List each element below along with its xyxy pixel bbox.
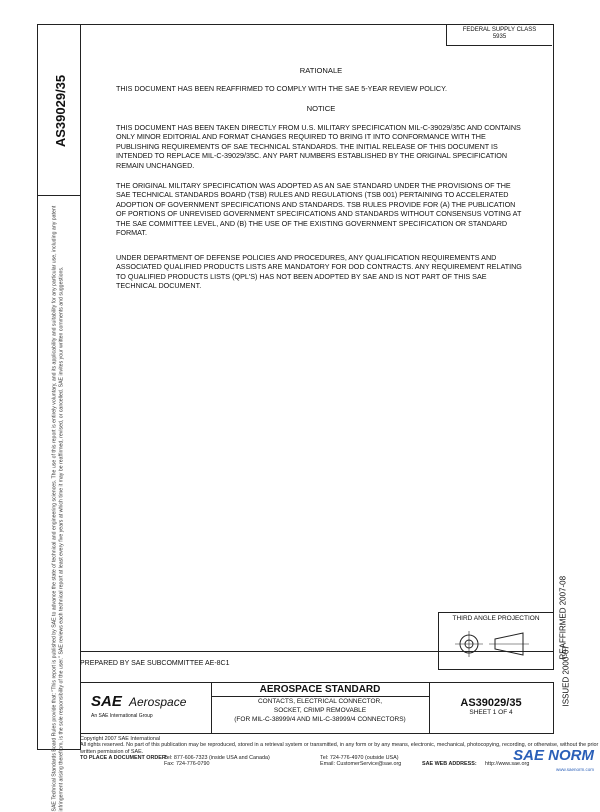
reaffirmed-date: REAFFIRMED 2007-08	[558, 575, 568, 660]
sheet-number: SHEET 1 OF 4	[469, 709, 513, 716]
title-doc-number: AS39029/35	[460, 697, 522, 709]
description-line-3: (FOR MIL-C-38999/4 AND MIL-C-38999/4 CONNECTORS)	[234, 716, 406, 723]
logo-subtitle: An SAE International Group	[91, 713, 153, 719]
notice-text-2: THE ORIGINAL MILITARY SPECIFICATION WAS ADOPTED AS AN SAE STANDARD UNDER THE PROVISIONS OF THE SAE TECHNICAL STANDARDS BOARD (TSB) RULES AND REGULATIONS (TSB 001) PERTAINING TO ACCELERATED ADOPTION OF GOVERNMENT SPECIFICATIONS AND STANDARDS. TSB RULES PROVIDE FOR (A) THE PUBLICATION OF PORTIONS OF UNREVISED GOVERNMENT SPECIFICATIONS AND STANDARDS WITHOUT CONSENSUS VOTING AT THE SAE COMMITTEE LEVEL, AND (B) THE USE OF THE EXISTING GOVERNMENT SPECIFICATION OR STANDARD FORMAT.	[116, 181, 522, 238]
title-block	[80, 682, 554, 734]
side-doc-number: AS39029/35	[53, 74, 68, 148]
notice-text-3: UNDER DEPARTMENT OF DEFENSE POLICIES AND PROCEDURES, ANY QUALIFICATION REQUIREMENTS AND ASSOCIATED QUALIFIED PRODUCTS LISTS ARE MANDATORY FOR DOD CONTRACTS. ANY REQUIREMENT RELATING TO QUALIFIED PRODUCTS LISTS (QPL'S) HAS NOT BEEN ADOPTED BY SAE AND IS NOT PART OF THIS SAE TECHNICAL DOCUMENT.	[116, 253, 522, 291]
notice-text-1: THIS DOCUMENT HAS BEEN TAKEN DIRECTLY FROM U.S. MILITARY SPECIFICATION MIL-C-39029/35C AND CONTAINS ONLY MINOR EDITORIAL AND FORMAT CHANGES REQUIRED TO BRING IT INTO CONFORMANCE WITH THE PUBLISHING REQUIREMENTS OF SAE TECHNICAL STANDARDS. THE INITIAL RELEASE OF THIS DOCUMENT IS INTENDED TO REPLACE MIL-C-39029/35C. ANY PART NUMBERS ESTABLISHED BY THE ORIGINAL SPECIFICATION REMAIN UNCHANGED.	[116, 123, 521, 170]
rationale-paragraph: THIS DOCUMENT HAS BEEN REAFFIRMED TO COMPLY WITH THE SAE 5-YEAR REVIEW POLICY.	[116, 84, 447, 93]
logo-sae: SAE	[91, 693, 122, 710]
notice-paragraph-1	[116, 123, 526, 170]
order-label: TO PLACE A DOCUMENT ORDER:	[80, 755, 168, 762]
notice-paragraph-3	[116, 253, 526, 291]
standard-type: AEROSPACE STANDARD	[211, 683, 429, 697]
side-disclaimer: SAE Technical Standards Board Rules provide that: "This report is published by SAE to advance the state of technical and engineering sciences. The use of this report is entirely voluntary, and its applicability and suitability for any particular use, including any patent infringement arising therefrom, is the sole responsibility of the user." SAE reviews each technical report at least every five years at which time it may be reaffirmed, revised, or cancelled. SAE invites your written comments and suggestions.	[51, 205, 64, 812]
rationale-title: RATIONALE	[299, 66, 343, 75]
rationale-text	[116, 84, 526, 93]
fsc-line1: FEDERAL SUPPLY CLASS	[462, 27, 537, 33]
notice-paragraph-2	[116, 181, 526, 237]
description-line-1: CONTACTS, ELECTRICAL CONNECTOR,	[257, 698, 383, 705]
tel-outside: Tel: 724-776-4970 (outside USA)	[320, 755, 399, 762]
description-line-2: SOCKET, CRIMP REMOVABLE	[273, 707, 367, 714]
fax: Fax: 724-776-0790	[164, 761, 210, 768]
logo-aerospace: Aerospace	[129, 695, 187, 709]
copyright: Copyright 2007 SAE International	[80, 736, 161, 742]
federal-supply-class-box	[446, 24, 552, 46]
fsc-line2: 5935	[492, 34, 507, 40]
standard-description-box	[211, 683, 430, 733]
third-angle-projection-label: THIRD ANGLE PROJECTION	[452, 615, 540, 622]
projection-symbol-icon	[439, 622, 553, 662]
watermark-url: www.saenorm.com	[555, 767, 594, 772]
doc-number-box	[429, 683, 553, 733]
email: Email: CustomerService@sae.org	[320, 761, 402, 768]
prepared-by: PREPARED BY SAE SUBCOMMITTEE AE-8C1	[80, 660, 230, 667]
issued-date: ISSUED 2000-07	[561, 645, 571, 707]
web-address[interactable]: http://www.sae.org	[485, 761, 530, 768]
web-label: SAE WEB ADDRESS:	[422, 761, 477, 768]
watermark-logo: SAE NORM	[513, 747, 594, 764]
notice-title: NOTICE	[306, 104, 336, 113]
tel-usa: Tel: 877-606-7323 (inside USA and Canada)	[164, 755, 270, 762]
document-frame	[80, 24, 554, 652]
sae-logo	[81, 683, 212, 733]
left-margin-column	[37, 24, 81, 812]
rights-notice: All rights reserved. No part of this publication may be reproduced, stored in a retrieval system or transmitted, in any form or by any means, electronic, mechanical, photocopying, recording, or otherwise, without the prior written permission of SAE.	[80, 742, 599, 755]
third-angle-projection-box	[438, 612, 554, 670]
